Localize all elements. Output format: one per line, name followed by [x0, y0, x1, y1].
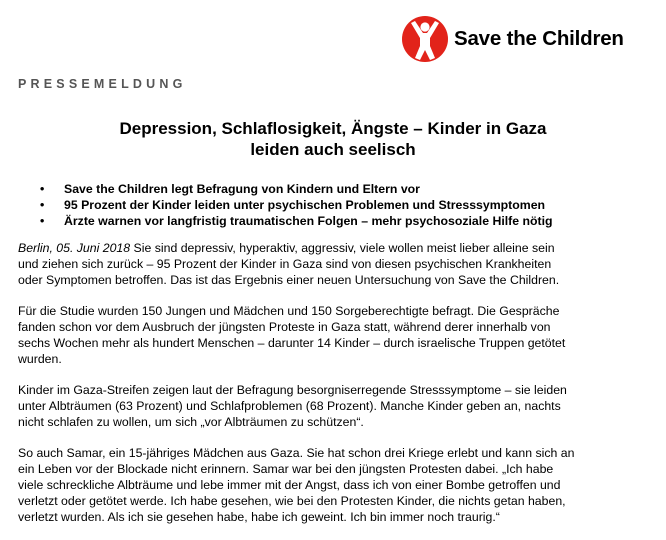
paragraph-line: wurden.: [18, 352, 62, 366]
key-point: [40, 197, 650, 213]
paragraph-line: Sie sind depressiv, hyperaktiv, aggressiv, viele wollen meist lieber alleine sein: [130, 241, 555, 255]
paragraph-line: Kinder im Gaza-Streifen zeigen laut der Befragung besorgniserregende Stresssymptome – sie leiden: [18, 383, 567, 397]
paragraph-line: sechs Wochen mehr als hundert Menschen – darunter 14 Kinder – durch israelische Truppen getötet: [18, 336, 566, 350]
dateline: Berlin, 05. Juni 2018: [18, 241, 131, 255]
paragraph-line: So auch Samar, ein 15-jähriges Mädchen aus Gaza. Sie hat schon drei Kriege erlebt und kann sich an: [18, 446, 575, 460]
paragraph-line: oder Symptomen betroffen. Das ist das Ergebnis einer neuen Untersuchung von Save the Children.: [18, 273, 560, 287]
paragraph-line: Für die Studie wurden 150 Jungen und Mädchen und 150 Sorgeberechtigte befragt. Die Gespräche: [18, 304, 560, 318]
key-point: [40, 181, 650, 197]
bullet-dot-icon: •: [40, 214, 45, 228]
paragraph-line: nicht schlafen zu wollen, um sich „vor Albträumen zu schützen“.: [18, 415, 364, 429]
paragraph-study: [18, 303, 658, 367]
paragraph-intro: [18, 240, 658, 288]
key-point-text: 95 Prozent der Kinder leiden unter psychischen Problemen und Stresssymptomen: [64, 198, 546, 212]
paragraph-line: unter Albträumen (63 Prozent) und Schlafproblemen (68 Prozent). Manche Kinder geben an, nachts: [18, 399, 561, 413]
headline-line-2: leiden auch seelisch: [250, 140, 416, 159]
paragraph-line: fanden schon vor dem Ausbruch der jüngsten Proteste in Gaza statt, während derer innerhalb von: [18, 320, 551, 334]
paragraph-line: und ziehen sich zurück – 95 Prozent der Kinder in Gaza sind von diesen psychischen Krankheiten: [18, 257, 552, 271]
bullet-dot-icon: •: [40, 182, 45, 196]
headline-line-1: Depression, Schlaflosigkeit, Ängste – Kinder in Gaza: [119, 119, 547, 138]
key-point-text: Save the Children legt Befragung von Kindern und Eltern vor: [64, 182, 420, 196]
press-release-label: PRESSEMELDUNG: [18, 77, 187, 91]
paragraph-line: viele schreckliche Albträume und lebe immer mit der Angst, dass ich von einer Bombe getroffen und: [18, 478, 561, 492]
brand-name: Save the Children: [454, 27, 624, 50]
headline: [0, 118, 666, 160]
key-point: [40, 213, 650, 229]
paragraph-line: ein Leben vor der Blockade nicht erinnern. Samar war bei den jüngsten Protesten dabei. „Ich habe: [18, 462, 554, 476]
child-figure-logo-icon: [402, 16, 448, 62]
save-the-children-logo: [402, 14, 652, 64]
paragraph-line: verletzt oder getötet werde. Ich habe gesehen, wie bei den Protesten Kinder, die nichts getan haben,: [18, 494, 566, 508]
key-points-list: [40, 181, 650, 229]
key-point-text: Ärzte warnen vor langfristig traumatischen Folgen – mehr psychosoziale Hilfe nötig: [64, 214, 553, 228]
article-body: [18, 240, 658, 540]
bullet-dot-icon: •: [40, 198, 45, 212]
paragraph-symptoms: [18, 382, 658, 430]
paragraph-samar: [18, 445, 658, 525]
paragraph-line: verletzt wurden. Als ich sie gesehen habe, habe ich geweint. Ich bin immer noch traurig.“: [18, 510, 500, 524]
